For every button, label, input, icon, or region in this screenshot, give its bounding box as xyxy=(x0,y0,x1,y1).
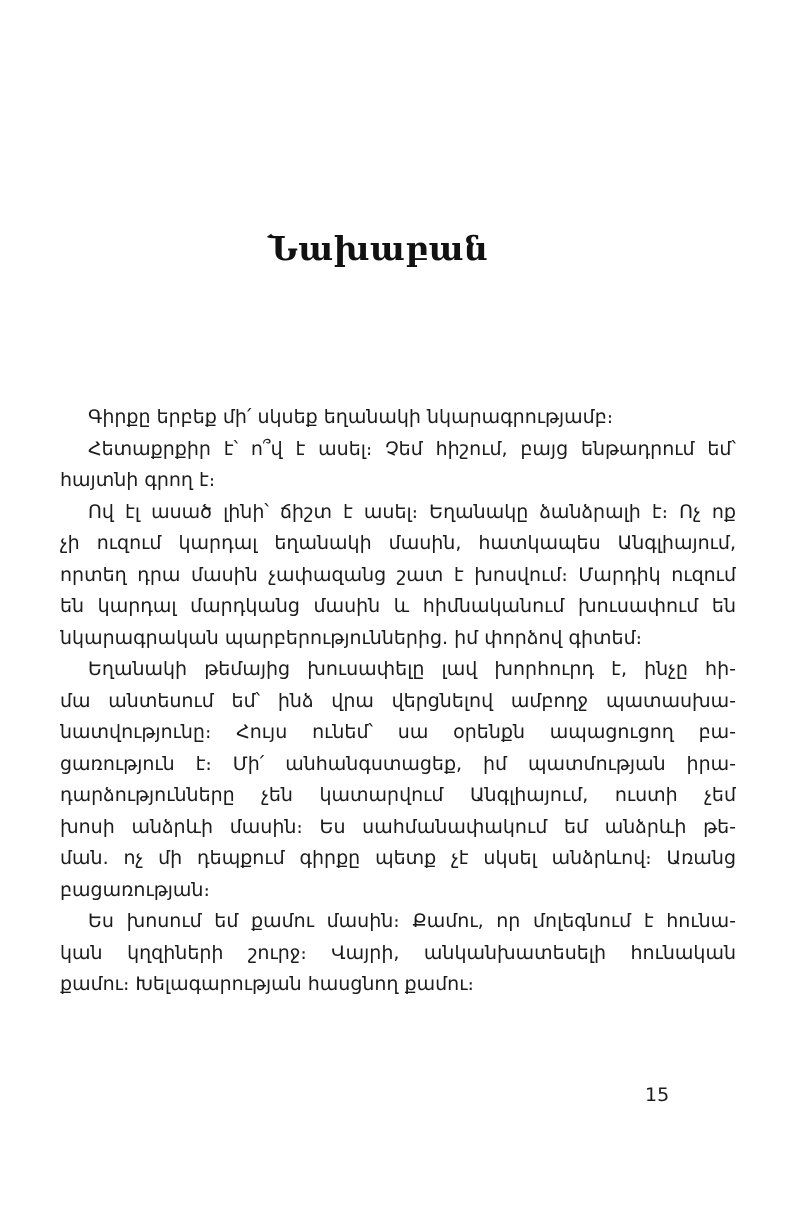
text-line: քամու։ Խելագարության հասցնող քամու։ xyxy=(60,973,474,995)
text-line: Եղանակի թեմայից խուսափելը լավ խորհուրդ է, ինչը հի- xyxy=(88,658,736,680)
text-line: ման. ոչ մի դեպքում գիրքը պետք չէ սկսել անձրևով։ Առանց xyxy=(60,847,736,869)
body-text xyxy=(60,402,736,1001)
text-line: նատվությունը։ Հույս ունեմ՝ սա օրենքն ապացուցող բա- xyxy=(60,721,736,743)
text-line: բացառության։ xyxy=(60,878,210,901)
text-line: խոսի անձրևի մասին։ Ես սահմանափակում եմ անձրևի թե- xyxy=(60,815,736,838)
text-line: Հետաքրքիր է՝ ո՞վ է ասել։ Չեմ հիշում, բայց ենթադրում եմ՝ xyxy=(88,437,736,460)
text-line: են կարդալ մարդկանց մասին և հիմնականում խուսափում են xyxy=(60,595,736,617)
text-line: չի ուզում կարդալ եղանակի մասին, հատկապես Անգլիայում, xyxy=(60,532,736,554)
text-line: Ով էլ ասած լինի՝ ճիշտ է ասել։ Եղանակը ձանձրալի է։ Ոչ ոք xyxy=(88,500,736,523)
text-line: Ես խոսում եմ քամու մասին։ Քամու, որ մոլեգնում է հունա- xyxy=(88,910,736,932)
text-line: նկարագրական պարբերություններից. իմ փորձով գիտեմ։ xyxy=(60,626,643,649)
text-line: դարձությունները չեն կատարվում Անգլիայում, ուստի չեմ xyxy=(60,784,736,806)
text-line: Գիրքը երբեք մի՛ սկսեք եղանակի նկարագրությամբ։ xyxy=(88,406,614,428)
text-line: որտեղ դրա մասին չափազանց շատ է խոսվում։ Մարդիկ ուզում xyxy=(60,563,736,586)
text-line: կան կղզիների շուրջ։ Վայրի, անկանխատեսելի հունական xyxy=(60,941,736,964)
text-line: մա անտեսում եմ՝ ինձ վրա վերցնելով ամբողջ պատասխա- xyxy=(60,689,736,712)
chapter-title: Նախաբան xyxy=(267,229,489,268)
page-number: 15 xyxy=(645,1084,670,1106)
text-line: ցառություն է։ Մի՛ անհանգստացեք, իմ պատմության իրա- xyxy=(60,752,736,775)
text-line: հայտնի գրող է։ xyxy=(60,469,216,491)
